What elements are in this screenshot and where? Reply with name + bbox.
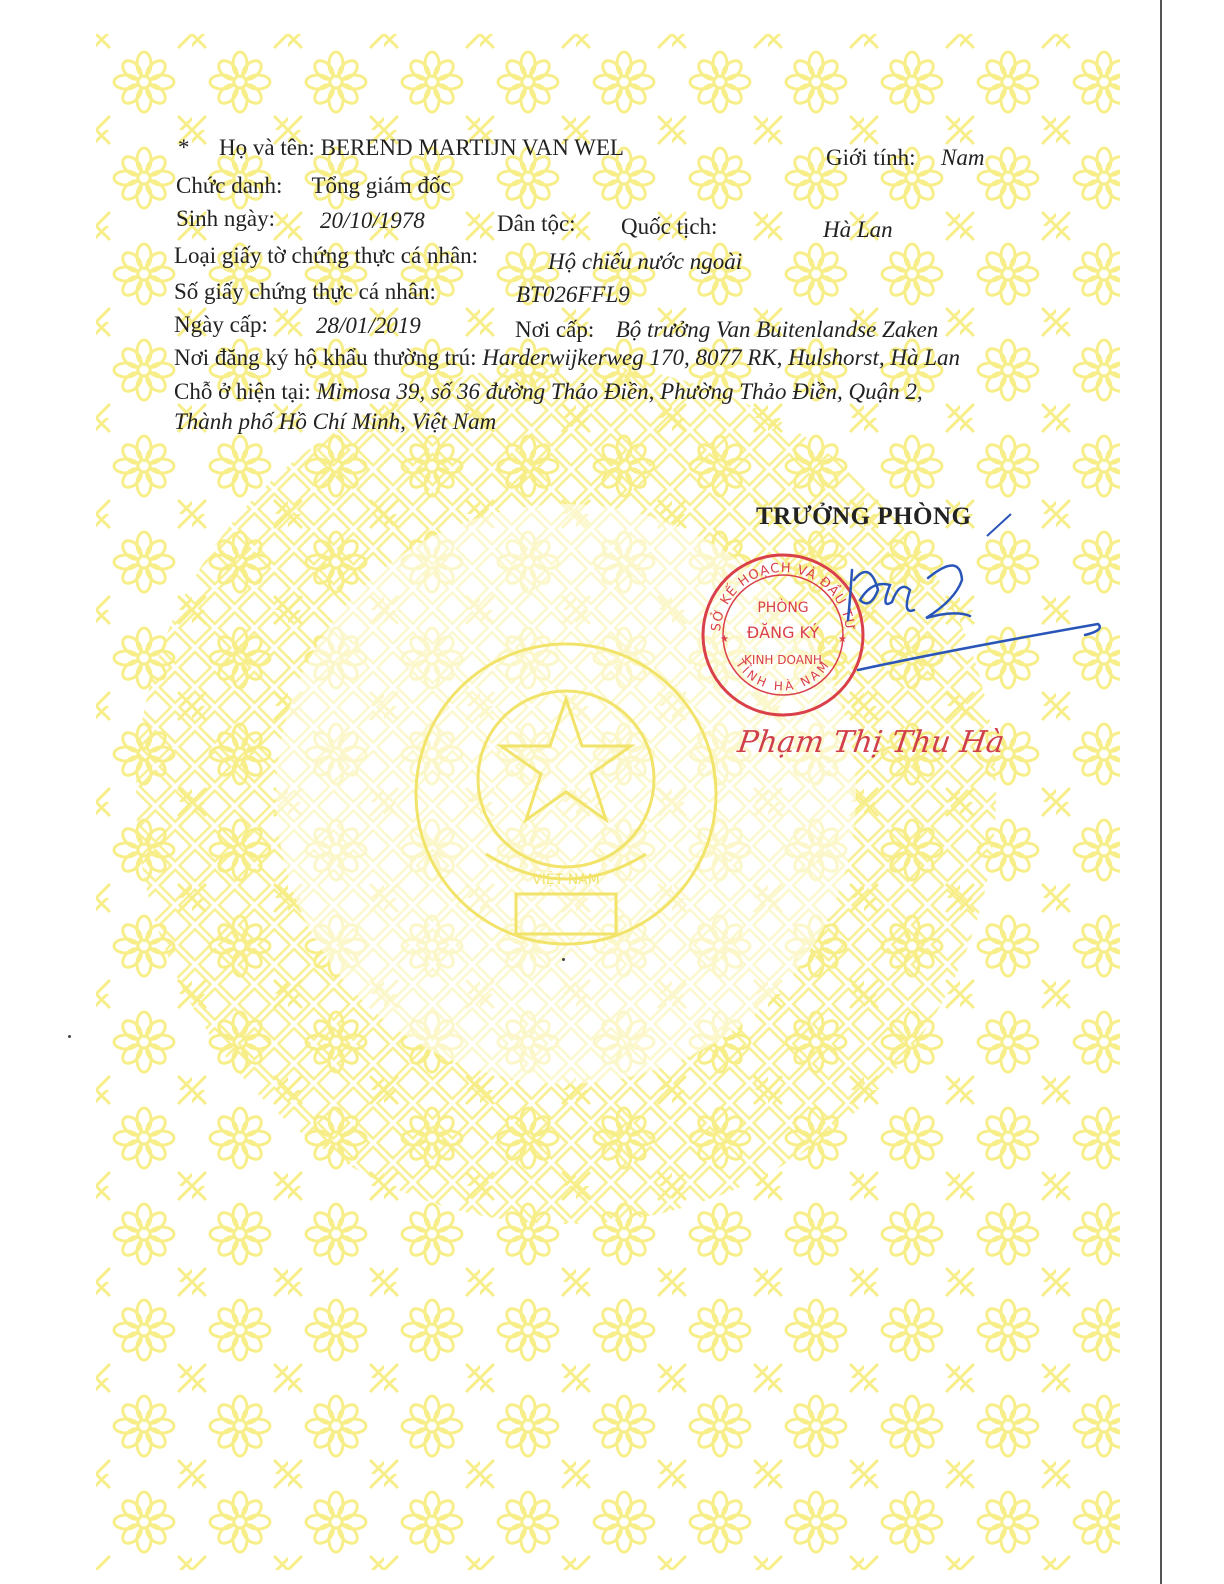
issue-place-wrap (515, 316, 938, 344)
ethnicity-label: Dân tộc: (497, 211, 576, 236)
idtype-value: Hộ chiếu nước ngoài (548, 249, 743, 274)
perm-address-label: Nơi đăng ký hộ khẩu thường trú: (174, 345, 477, 370)
issue-place-value: Bộ trưởng Van Buitenlandse Zaken (615, 317, 939, 342)
idno-label: Số giấy chứng thực cá nhân: (174, 279, 436, 304)
title-row (176, 172, 451, 200)
speck-2 (68, 1035, 71, 1038)
svg-text:VIỆT NAM: VIỆT NAM (532, 872, 600, 888)
title-label: Chức danh: (176, 173, 283, 198)
stamp-line-3: KINH DOANH (744, 653, 822, 667)
title-value: Tổng giám đốc (311, 173, 451, 198)
issue-date-value-wrap (316, 312, 421, 340)
stamp-line-2: ĐĂNG KÝ (746, 623, 820, 642)
perm-address-row (174, 344, 960, 372)
stamp-ring-text: SỞ KẾ HOẠCH VÀ ĐẦU TƯ (709, 560, 858, 633)
tick-mark (985, 510, 1015, 540)
dob-label: Sinh ngày: (176, 206, 276, 231)
dob-value-wrap (320, 207, 425, 235)
idno-value-wrap (516, 281, 630, 309)
nationality-value-wrap (823, 216, 893, 244)
gender-row (826, 144, 984, 172)
current-address-label: Chỗ ở hiện tại: (174, 379, 311, 404)
name-label: Họ và tên: (219, 135, 315, 160)
svg-text:★: ★ (838, 634, 847, 645)
idtype-value-wrap (548, 248, 742, 276)
issue-date-label-wrap (174, 311, 268, 339)
signer-name: Phạm Thị Thu Hà (735, 725, 1007, 760)
current-address-row-2 (174, 408, 496, 436)
stamp-bottom-text: TỈNH HÀ NAM (732, 656, 834, 694)
dob-label-wrap (176, 205, 275, 233)
idtype-label-wrap (174, 242, 478, 270)
gender-value: Nam (940, 145, 985, 170)
nationality-label: Quốc tịch: (621, 214, 718, 239)
handwritten-signature (830, 540, 1110, 700)
nationality-label-wrap (621, 213, 717, 241)
dob-value: 20/10/1978 (320, 208, 425, 233)
name-value: BEREND MARTIJN VAN WEL (320, 135, 624, 160)
issue-date-label: Ngày cấp: (174, 312, 268, 337)
perm-address-value: Harderwijkerweg 170, 8077 RK, Hulshorst, Hà Lan (482, 345, 960, 370)
current-address-value-1: Mimosa 39, số 36 đường Thảo Điền, Phường Thảo Điền, Quận 2, (316, 379, 923, 404)
ethnicity-wrap (497, 210, 576, 238)
current-address-row (174, 378, 923, 406)
signature-title: TRƯỞNG PHÒNG (756, 503, 972, 530)
bullet: * (178, 135, 190, 160)
name-row (178, 134, 624, 162)
nationality-value: Hà Lan (823, 217, 893, 242)
gender-label: Giới tính: (826, 145, 916, 170)
speck-1 (562, 958, 565, 961)
idtype-label: Loại giấy tờ chứng thực cá nhân: (174, 243, 479, 268)
issue-place-label: Nơi cấp: (515, 317, 595, 342)
current-address-value-2: Thành phố Hồ Chí Minh, Việt Nam (174, 409, 497, 434)
svg-text:★: ★ (720, 634, 729, 645)
issue-date-value: 28/01/2019 (316, 313, 421, 338)
idno-value: BT026FFL9 (516, 282, 630, 307)
stamp-line-1: PHÒNG (757, 600, 809, 616)
idno-label-wrap (174, 278, 436, 306)
